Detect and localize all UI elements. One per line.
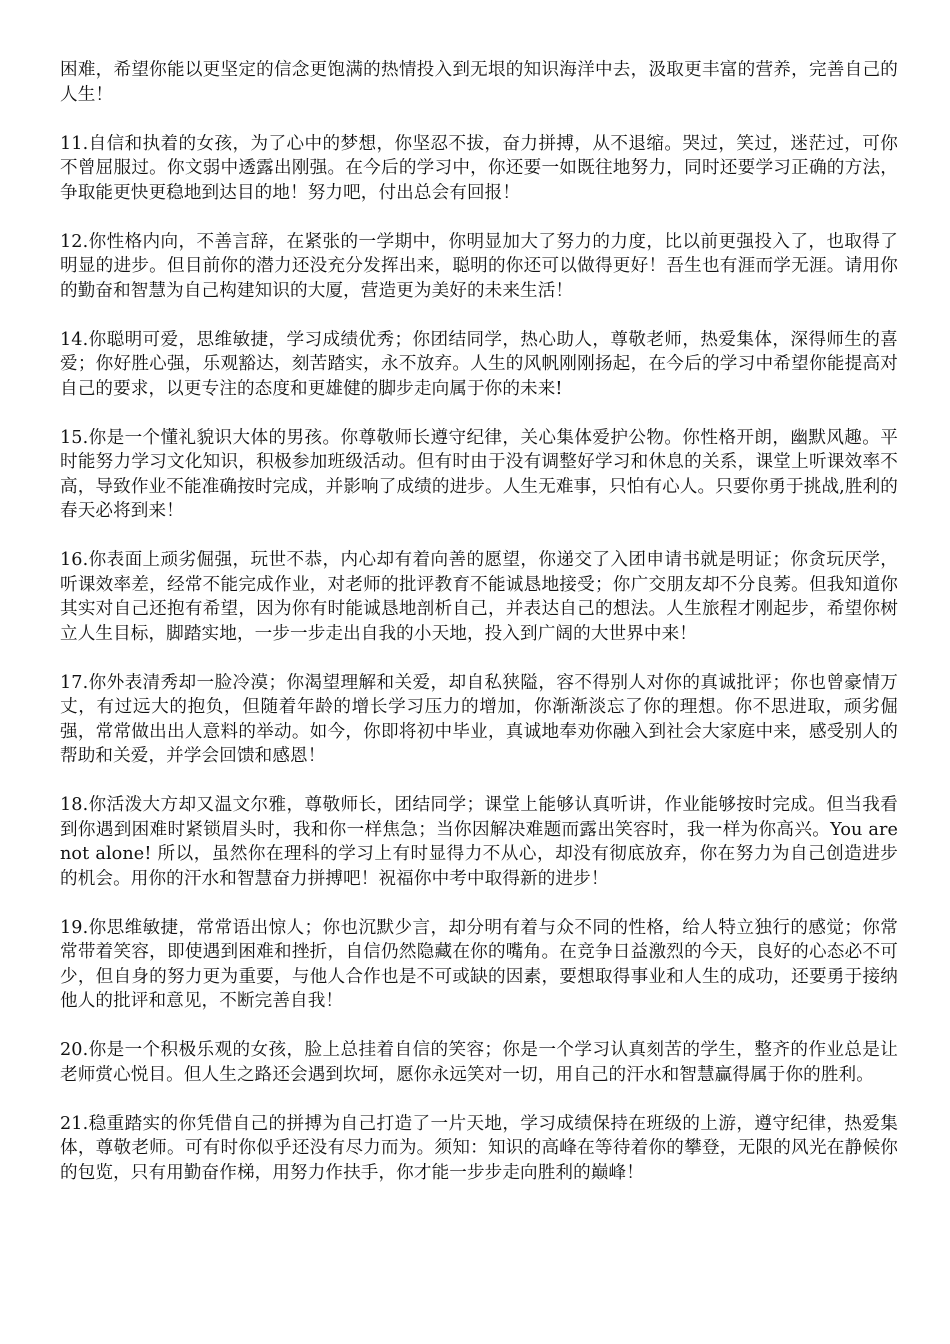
paragraph-15: 15.你是一个懂礼貌识大体的男孩。你尊敬师长遵守纪律，关心集体爱护公物。你性格开朗，幽默风趣。平时能努力学习文化知识，积极参加班级活动。但有时由于没有调整好学习和休息的关系，课堂上听课效率不高，导致作业不能准确按时完成，并影响了成绩的进步。人生无难事，只怕有心人。只要你勇于挑战,胜利的春天必将到来！ [60, 427, 898, 521]
paragraph-17: 17.你外表清秀却一脸冷漠；你渴望理解和关爱，却自私狭隘，容不得别人对你的真诚批评；你也曾豪情万丈，有过远大的抱负，但随着年龄的增长学习压力的增加，你渐渐淡忘了你的理想。你不思进取，顽劣倔强，常常做出出人意料的举动。如今，你即将初中毕业，真诚地奉劝你融入到社会大家庭中来，感受别人的帮助和关爱，并学会回馈和感恩！ [60, 672, 898, 766]
paragraph-12: 12.你性格内向，不善言辞，在紧张的一学期中，你明显加大了努力的力度，比以前更强投入了，也取得了明显的进步。但目前你的潜力还没充分发挥出来，聪明的你还可以做得更好！吾生也有涯而学无涯。请用你的勤奋和智慧为自己构建知识的大厦，营造更为美好的未来生活！ [60, 231, 898, 301]
paragraph-14: 14.你聪明可爱，思维敏捷，学习成绩优秀；你团结同学，热心助人，尊敬老师，热爱集体，深得师生的喜爱；你好胜心强，乐观豁达，刻苦踏实，永不放弃。人生的风帆刚刚扬起，在今后的学习中希望你能提高对自己的要求，以更专注的态度和更雄健的脚步走向属于你的未来! [60, 329, 898, 399]
paragraph-19: 19.你思维敏捷，常常语出惊人；你也沉默少言，却分明有着与众不同的性格，给人特立独行的感觉；你常常带着笑容，即使遇到困难和挫折，自信仍然隐藏在你的嘴角。在竞争日益激烈的今天，良好的心态必不可少，但自身的努力更为重要，与他人合作也是不可或缺的因素，要想取得事业和人生的成功，还要勇于接纳他人的批评和意见，不断完善自我！ [60, 917, 898, 1011]
paragraph-11: 11.自信和执着的女孩，为了心中的梦想，你坚忍不拔，奋力拼搏，从不退缩。哭过，笑过，迷茫过，可你不曾屈服过。你文弱中透露出刚强。在今后的学习中，你还要一如既往地努力，同时还要学习正确的方法，争取能更快更稳地到达目的地！努力吧，付出总会有回报！ [60, 133, 898, 203]
paragraph-20: 20.你是一个积极乐观的女孩，脸上总挂着自信的笑容；你是一个学习认真刻苦的学生，整齐的作业总是让老师赏心悦目。但人生之路还会遇到坎坷，愿你永远笑对一切，用自己的汗水和智慧赢得属于你的胜利。 [60, 1040, 898, 1085]
paragraph-21: 21.稳重踏实的你凭借自己的拼搏为自己打造了一片天地，学习成绩保持在班级的上游，遵守纪律，热爱集体，尊敬老师。可有时你似乎还没有尽力而为。须知：知识的高峰在等待着你的攀登，无限的风光在静候你的包览，只有用勤奋作梯，用努力作扶手，你才能一步步走向胜利的巅峰！ [60, 1113, 898, 1183]
document-body [60, 58, 898, 1210]
paragraph-continuation: 困难，希望你能以更坚定的信念更饱满的热情投入到无垠的知识海洋中去，汲取更丰富的营养，完善自己的人生！ [60, 60, 898, 105]
paragraph-16: 16.你表面上顽劣倔强，玩世不恭，内心却有着向善的愿望，你递交了入团申请书就是明证；你贪玩厌学，听课效率差，经常不能完成作业，对老师的批评教育不能诚恳地接受；你广交朋友却不分良莠。但我知道你其实对自己还抱有希望，因为你有时能诚恳地剖析自己，并表达自己的想法。人生旅程才刚起步，希望你树立人生目标，脚踏实地，一步一步走出自我的小天地，投入到广阔的大世界中来！ [60, 550, 898, 644]
paragraph-18: 18.你活泼大方却又温文尔雅，尊敬师长，团结同学；课堂上能够认真听讲，作业能够按时完成。但当我看到你遇到困难时紧锁眉头时，我和你一样焦急；当你因解决难题而露出笑容时，我一样为你高兴。You are not alone! 所以，虽然你在理科的学习上有时显得力不从心，却没有彻底放弃，你在努力为自己创造进步的机会。用你的汗水和智慧奋力拼搏吧！祝福你中考中取得新的进步！ [60, 795, 898, 889]
